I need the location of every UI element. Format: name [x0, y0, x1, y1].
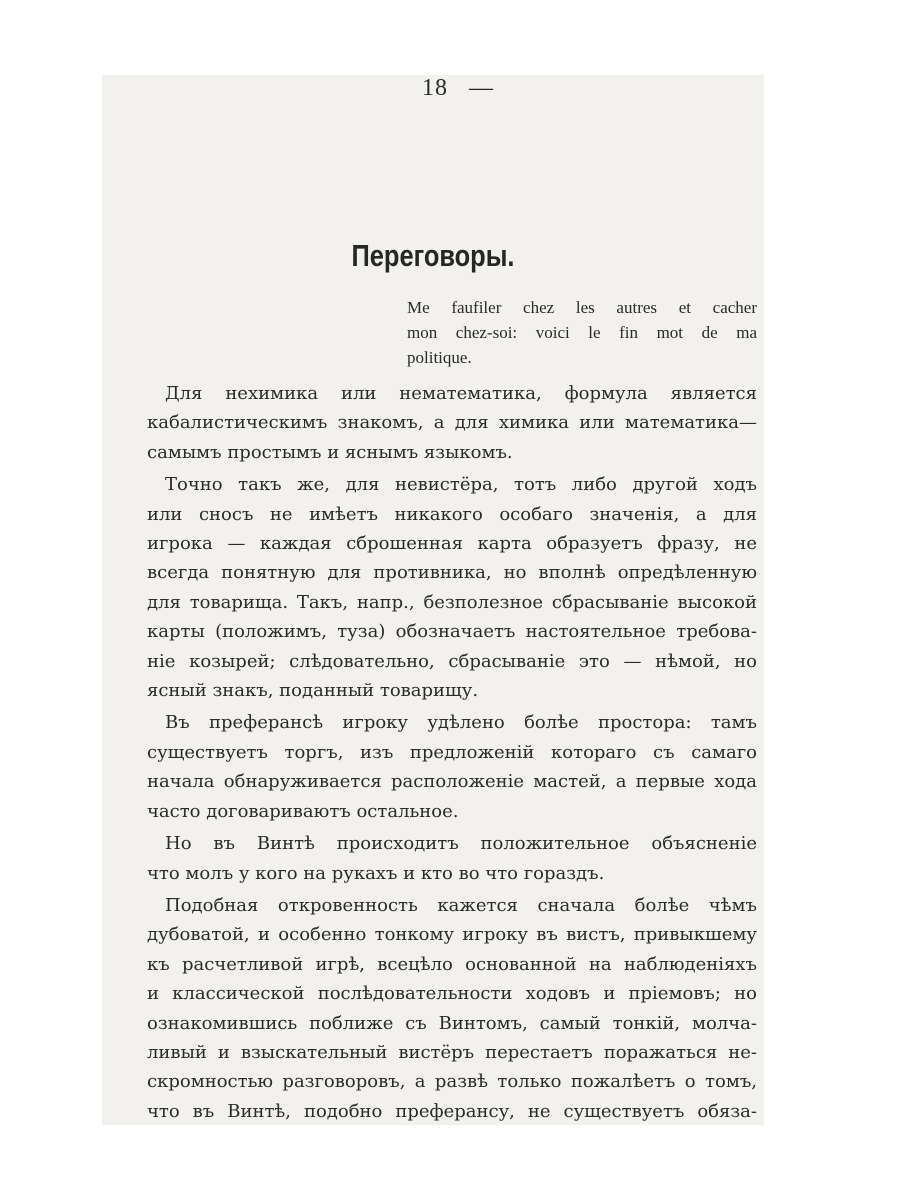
page-number: 18	[422, 75, 448, 101]
text-line: или сносъ не имѣетъ никакого особаго значенія, а для	[147, 503, 757, 525]
text-line: что въ Винтѣ, подобно преферансу, не существуетъ обяза-	[147, 1100, 757, 1122]
text-line: ознакомившись поближе съ Винтомъ, самый тонкій, молча-	[147, 1012, 757, 1034]
epigraph	[407, 295, 757, 370]
header-dash: —	[469, 75, 494, 101]
text-line: къ расчетливой игрѣ, всецѣло основанной на наблюденіяхъ	[147, 953, 757, 975]
text-line: Точно такъ же, для невистёра, тотъ либо другой ходъ	[165, 474, 757, 496]
body-text	[147, 379, 757, 1129]
text-line: начала обнаруживается расположеніе мастей, а первые хода	[147, 771, 757, 793]
chapter-title: Переговоры.	[351, 238, 515, 273]
paragraph-5	[147, 891, 757, 1126]
epigraph-line: mon chez-soi: voici le fin mot de ma	[407, 323, 757, 342]
paragraph-2	[147, 470, 757, 705]
text-line: Подобная откровенность кажется сначала болѣе чѣмъ	[165, 894, 757, 916]
epigraph-line: politique.	[407, 348, 472, 367]
text-line: существуетъ торгъ, изъ предложеній котораго съ самаго	[147, 741, 757, 763]
text-line: что молъ у кого на рукахъ и кто во что гораздъ.	[147, 862, 605, 884]
text-line: скромностью разговоровъ, а развѣ только пожалѣетъ о томъ,	[147, 1071, 757, 1093]
text-line: ливый и взыскательный вистёръ перестаетъ поражаться не-	[147, 1041, 757, 1063]
text-line: кабалистическимъ знакомъ, а для химика или математика—	[147, 412, 757, 434]
epigraph-line: Me faufiler chez les autres et cacher	[407, 298, 757, 317]
paragraph-4	[147, 829, 757, 888]
paragraph-1	[147, 379, 757, 467]
text-line: карты (положимъ, туза) обозначаетъ настоятельное требова-	[147, 621, 757, 643]
book-page	[102, 75, 764, 1125]
text-line: часто договариваютъ остальное.	[147, 800, 459, 822]
text-line: и классической послѣдовательности ходовъ и пріемовъ; но	[147, 983, 757, 1005]
text-line: Для нехимика или нематематика, формула является	[165, 383, 757, 404]
text-line: самымъ простымъ и яснымъ языкомъ.	[147, 441, 513, 463]
text-line: ясный знакъ, поданный товарищу.	[147, 680, 479, 702]
page-header	[102, 75, 764, 102]
text-line: всегда понятную для противника, но вполнѣ опредѣленную	[147, 562, 757, 584]
text-line: Но въ Винтѣ происходитъ положительное объясненіе	[165, 833, 757, 855]
text-line: игрока — каждая сброшенная карта образуетъ фразу, не	[147, 533, 757, 555]
text-line: Въ преферансѣ игроку удѣлено болѣе простора: тамъ	[165, 712, 757, 734]
text-line: ніе козырей; слѣдовательно, сбрасываніе это — нѣмой, но	[147, 650, 757, 672]
text-line: для товарища. Такъ, напр., безполезное сбрасываніе высокой	[147, 591, 757, 613]
paragraph-3	[147, 708, 757, 826]
text-line: дубоватой, и особенно тонкому игроку въ вистъ, привыкшему	[147, 924, 757, 946]
